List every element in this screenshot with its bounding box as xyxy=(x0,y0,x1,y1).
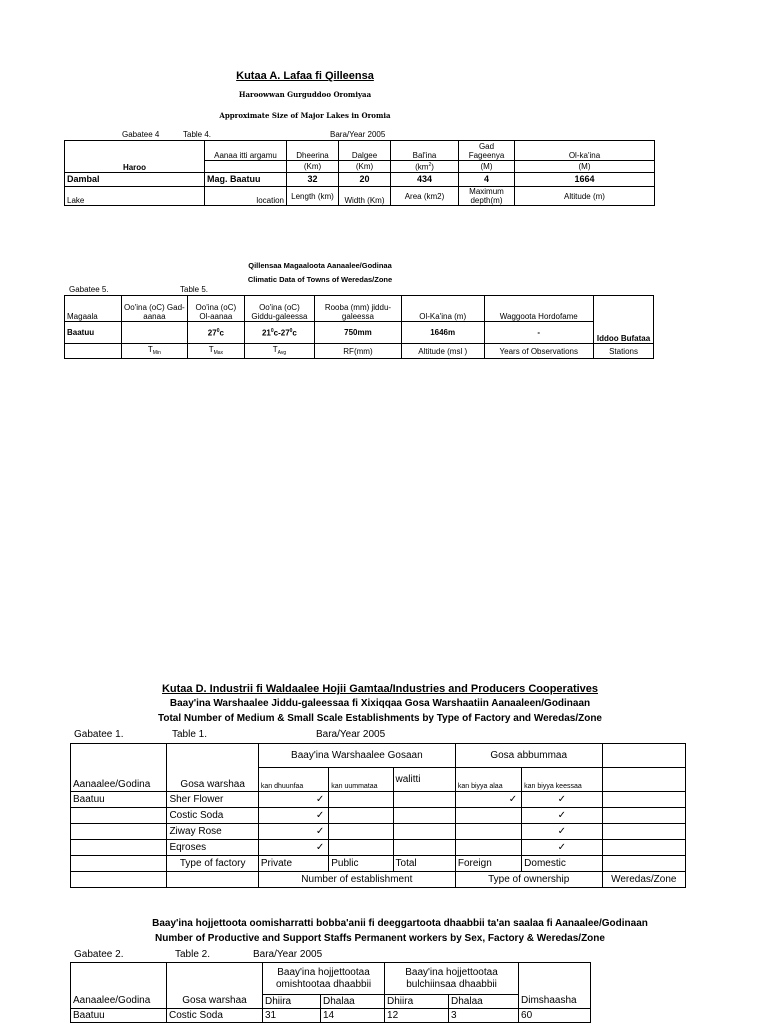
cell-empty xyxy=(393,808,455,824)
cell-empty xyxy=(329,808,393,824)
cell-empty xyxy=(602,792,685,808)
tavg-c: c xyxy=(292,328,297,338)
town-altitude: 1646m xyxy=(401,322,484,344)
header-empty xyxy=(71,963,167,995)
climate-title-om: Qillensaa Magaaloota Aanaalee/Godinaa xyxy=(248,261,392,270)
factory-name: Costic Soda xyxy=(167,1009,263,1023)
climate-table xyxy=(64,295,654,359)
header-empty xyxy=(167,963,263,995)
town-name: Baatuu xyxy=(65,322,122,344)
unit-m: (M) xyxy=(459,161,515,173)
footer-tmin xyxy=(121,344,187,359)
header-group-omishtootaa: Baay'ina hojjettootaa omishtootaa dhaabbii xyxy=(263,963,385,995)
header-tavg: Oo'ina (oC) Giddu-galeessa xyxy=(244,296,314,322)
degree-sup: 0 xyxy=(270,328,274,335)
town-tmin xyxy=(121,322,187,344)
unit-km: (Km) xyxy=(287,161,339,173)
footer-stations: Stations xyxy=(594,344,654,359)
footer-location: location xyxy=(205,187,287,206)
cell-empty xyxy=(393,792,455,808)
cell-empty xyxy=(393,824,455,840)
header-dhuunfaa: kan dhuunfaa xyxy=(258,768,328,792)
header-group-warshaalee: Baay'ina Warshaalee Gosaan xyxy=(258,744,455,768)
header-empty xyxy=(71,744,167,768)
unit-km-sq-text: (km xyxy=(415,162,429,172)
footer-width: Width (Km) xyxy=(339,187,391,206)
zone-cell xyxy=(71,824,167,840)
value-dhalaa-prod: 14 xyxy=(321,1009,385,1023)
cell-empty xyxy=(455,840,521,856)
section-d-subtitle-en: Total Number of Medium & Small Scale Establishments by Type of Factory and Weredas/Zone xyxy=(158,713,602,724)
cell-empty xyxy=(167,872,258,888)
footer-tmax xyxy=(187,344,244,359)
cell-empty xyxy=(455,824,521,840)
header-gosa: Gosa warshaa xyxy=(167,768,258,792)
footer-public: Public xyxy=(329,856,393,872)
value-dhiira-prod: 31 xyxy=(263,1009,321,1023)
zone-cell xyxy=(71,808,167,824)
header-group-abbummaa: Gosa abbummaa xyxy=(455,744,602,768)
table2-year: Bara/Year 2005 xyxy=(253,949,323,960)
table1-label: Table 1. xyxy=(172,729,208,740)
header-dhiira: Dhiira xyxy=(263,995,321,1009)
cell-empty xyxy=(602,856,685,872)
header-walitti: walitti xyxy=(393,768,455,792)
factory-name: Ziway Rose xyxy=(167,824,258,840)
footer-type-ownership: Type of ownership xyxy=(455,872,602,888)
header-tmax: Oo'ina (oC) Ol-aanaa xyxy=(187,296,244,322)
footer-type-factory: Type of factory xyxy=(167,856,258,872)
header-aanaa: Aanaalee/Godina xyxy=(71,995,167,1009)
footer-rf: RF(mm) xyxy=(315,344,402,359)
climate-title-en: Climatic Data of Towns of Weredas/Zone xyxy=(247,275,393,284)
t-symbol: T xyxy=(208,344,214,354)
factory-name: Costic Soda xyxy=(167,808,258,824)
header-empty xyxy=(519,963,591,995)
footer-number-establishment: Number of establishment xyxy=(258,872,455,888)
t-sub-max: Max xyxy=(213,349,224,356)
section-d-title: Kutaa D. Industrii fi Waldaalee Hojii Gamtaa/Industries and Producers Cooperatives xyxy=(161,683,599,695)
header-haroo: Haroo xyxy=(122,163,147,172)
header-iddoo: Iddoo Bufataa xyxy=(594,296,654,344)
header-olkaina: Ol-ka'ina xyxy=(515,141,655,161)
lake-area: 434 xyxy=(391,173,459,187)
unit-km: (Km) xyxy=(339,161,391,173)
footer-altitude: Altitude (msl ) xyxy=(401,344,484,359)
cell-empty xyxy=(393,840,455,856)
degree-sup: 0 xyxy=(216,328,220,335)
header-dhalaa: Dhalaa xyxy=(321,995,385,1009)
lake-length: 32 xyxy=(287,173,339,187)
cell-empty xyxy=(71,872,167,888)
footer-altitude: Altitude (m) xyxy=(515,187,655,206)
header-dalgee: Dalgee xyxy=(339,141,391,161)
table2-gabatee: Gabatee 2. xyxy=(74,949,124,960)
header-uummataa: kan uummataa xyxy=(329,768,393,792)
tmax-unit: c xyxy=(219,328,224,338)
table4-year: Bara/Year 2005 xyxy=(330,130,386,139)
header-cell xyxy=(65,141,205,173)
staff-title-om: Baay'ina hojjettoota oomisharratti bobba'anii fi deeggartoota dhaabbii ta'an saalaa fi Aanaalee/Godinaan xyxy=(152,918,648,929)
table1-gabatee: Gabatee 1. xyxy=(74,729,124,740)
industries-table xyxy=(70,743,686,888)
town-rain: 750mm xyxy=(315,322,402,344)
check-private: ✓ xyxy=(258,808,328,824)
footer-area: Area (km2) xyxy=(391,187,459,206)
footer-foreign: Foreign xyxy=(455,856,521,872)
lake-location: Mag. Baatuu xyxy=(205,173,287,187)
tavg-a: 21 xyxy=(261,328,271,338)
degree-sup: 0 xyxy=(289,328,293,335)
check-domestic: ✓ xyxy=(522,792,602,808)
table4-label: Table 4. xyxy=(183,130,212,139)
footer-private: Private xyxy=(258,856,328,872)
footer-depth: Maximum depth(m) xyxy=(459,187,515,206)
table1-year: Bara/Year 2005 xyxy=(316,729,386,740)
check-domestic: ✓ xyxy=(522,824,602,840)
cell-empty xyxy=(602,840,685,856)
check-domestic: ✓ xyxy=(522,808,602,824)
unit-km-sq: $(km^2)$ xyxy=(391,161,459,173)
footer-lake: Lake xyxy=(65,187,205,206)
town-tmax xyxy=(187,322,244,344)
header-aanaa: Aanaa itti argamu xyxy=(205,141,287,161)
header-balina: Bal'ina xyxy=(391,141,459,161)
header-gad-fageenya: Gad Fageenya xyxy=(459,141,515,161)
section-a-subtitle-en: Approximate Size of Major Lakes in Oromia xyxy=(219,111,391,120)
t-symbol: T xyxy=(147,344,153,354)
header-empty xyxy=(602,768,685,792)
town-tavg xyxy=(244,322,314,344)
staff-table xyxy=(70,962,591,1023)
lake-depth: 4 xyxy=(459,173,515,187)
check-private: ✓ xyxy=(258,792,328,808)
tmax-value: 27 xyxy=(207,328,217,338)
header-rain: Rooba (mm) jiddu-galeessa xyxy=(315,296,402,322)
table5-label: Table 5. xyxy=(180,285,209,294)
header-years: Waggoota Hordofame xyxy=(484,296,594,322)
value-dhiira-admin: 12 xyxy=(385,1009,449,1023)
check-private: ✓ xyxy=(258,840,328,856)
section-a-subtitle-om: Haroowwan Gurguddoo Oromiyaa xyxy=(238,90,372,99)
lake-name: Dambal xyxy=(65,173,205,187)
header-group-bulchiinsaa: Baay'ina hojjettootaa bulchiinsaa dhaabbii xyxy=(385,963,519,995)
zone-cell: Baatuu xyxy=(71,1009,167,1023)
footer-tavg xyxy=(244,344,314,359)
tavg-b: c-27 xyxy=(273,328,290,338)
unit-cell xyxy=(205,161,287,173)
table2-label: Table 2. xyxy=(175,949,211,960)
cell-empty xyxy=(329,824,393,840)
t-symbol: T xyxy=(272,344,278,354)
zone-cell xyxy=(71,840,167,856)
zone-cell: Baatuu xyxy=(71,792,167,808)
factory-name: Sher Flower xyxy=(167,792,258,808)
section-d-subtitle-om: Baay'ina Warshaalee Jiddu-galeessaa fi Xixiqqaa Gosa Warshaatiin Aanaaleen/Godinaan xyxy=(169,698,591,709)
cell-empty xyxy=(602,824,685,840)
t-sub-avg: Avg xyxy=(277,349,287,356)
cell-empty xyxy=(329,840,393,856)
header-dimshaasha: Dimshaasha xyxy=(519,995,591,1009)
lake-altitude: 1664 xyxy=(515,173,655,187)
footer-length: Length (km) xyxy=(287,187,339,206)
value-dhalaa-admin: 3 xyxy=(449,1009,519,1023)
lakes-table xyxy=(64,140,655,206)
check-domestic: ✓ xyxy=(522,840,602,856)
header-gosa: Gosa warshaa xyxy=(167,995,263,1009)
cell-empty xyxy=(602,808,685,824)
header-empty xyxy=(602,744,685,768)
footer-years: Years of Observations xyxy=(484,344,594,359)
value-total: 60 xyxy=(519,1009,591,1023)
lake-width: 20 xyxy=(339,173,391,187)
cell-empty xyxy=(455,808,521,824)
header-empty xyxy=(167,744,258,768)
header-tmin: Oo'ina (oC) Gad-aanaa xyxy=(121,296,187,322)
footer-domestic: Domestic xyxy=(522,856,602,872)
check-foreign: ✓ xyxy=(455,792,521,808)
header-aanaa: Aanaalee/Godina xyxy=(71,768,167,792)
header-alaa: kan biyya alaa xyxy=(455,768,521,792)
table5-gabatee: Gabatee 5. xyxy=(69,285,109,294)
header-magaala: Magaala xyxy=(65,296,122,322)
footer-empty xyxy=(65,344,122,359)
section-a-title: Kutaa A. Lafaa fi Qilleensa xyxy=(236,70,374,82)
check-private: ✓ xyxy=(258,824,328,840)
t-sub-min: Min xyxy=(152,349,161,356)
header-dhalaa: Dhalaa xyxy=(449,995,519,1009)
staff-title-en: Number of Productive and Support Staffs Permanent workers by Sex, Factory & Weredas/Zone xyxy=(155,933,605,944)
header-dhiira: Dhiira xyxy=(385,995,449,1009)
town-years: - xyxy=(484,322,594,344)
header-dheerina: Dheerina xyxy=(287,141,339,161)
unit-m: (M) xyxy=(515,161,655,173)
header-keessaa: kan biyya keessaa xyxy=(522,768,602,792)
table4-gabatee: Gabatee 4 xyxy=(122,130,160,139)
cell-empty xyxy=(329,792,393,808)
cell-empty xyxy=(71,856,167,872)
footer-weredas: Weredas/Zone xyxy=(602,872,685,888)
footer-total: Total xyxy=(393,856,455,872)
header-altitude: Ol-Ka'ina (m) xyxy=(401,296,484,322)
factory-name: Eqroses xyxy=(167,840,258,856)
